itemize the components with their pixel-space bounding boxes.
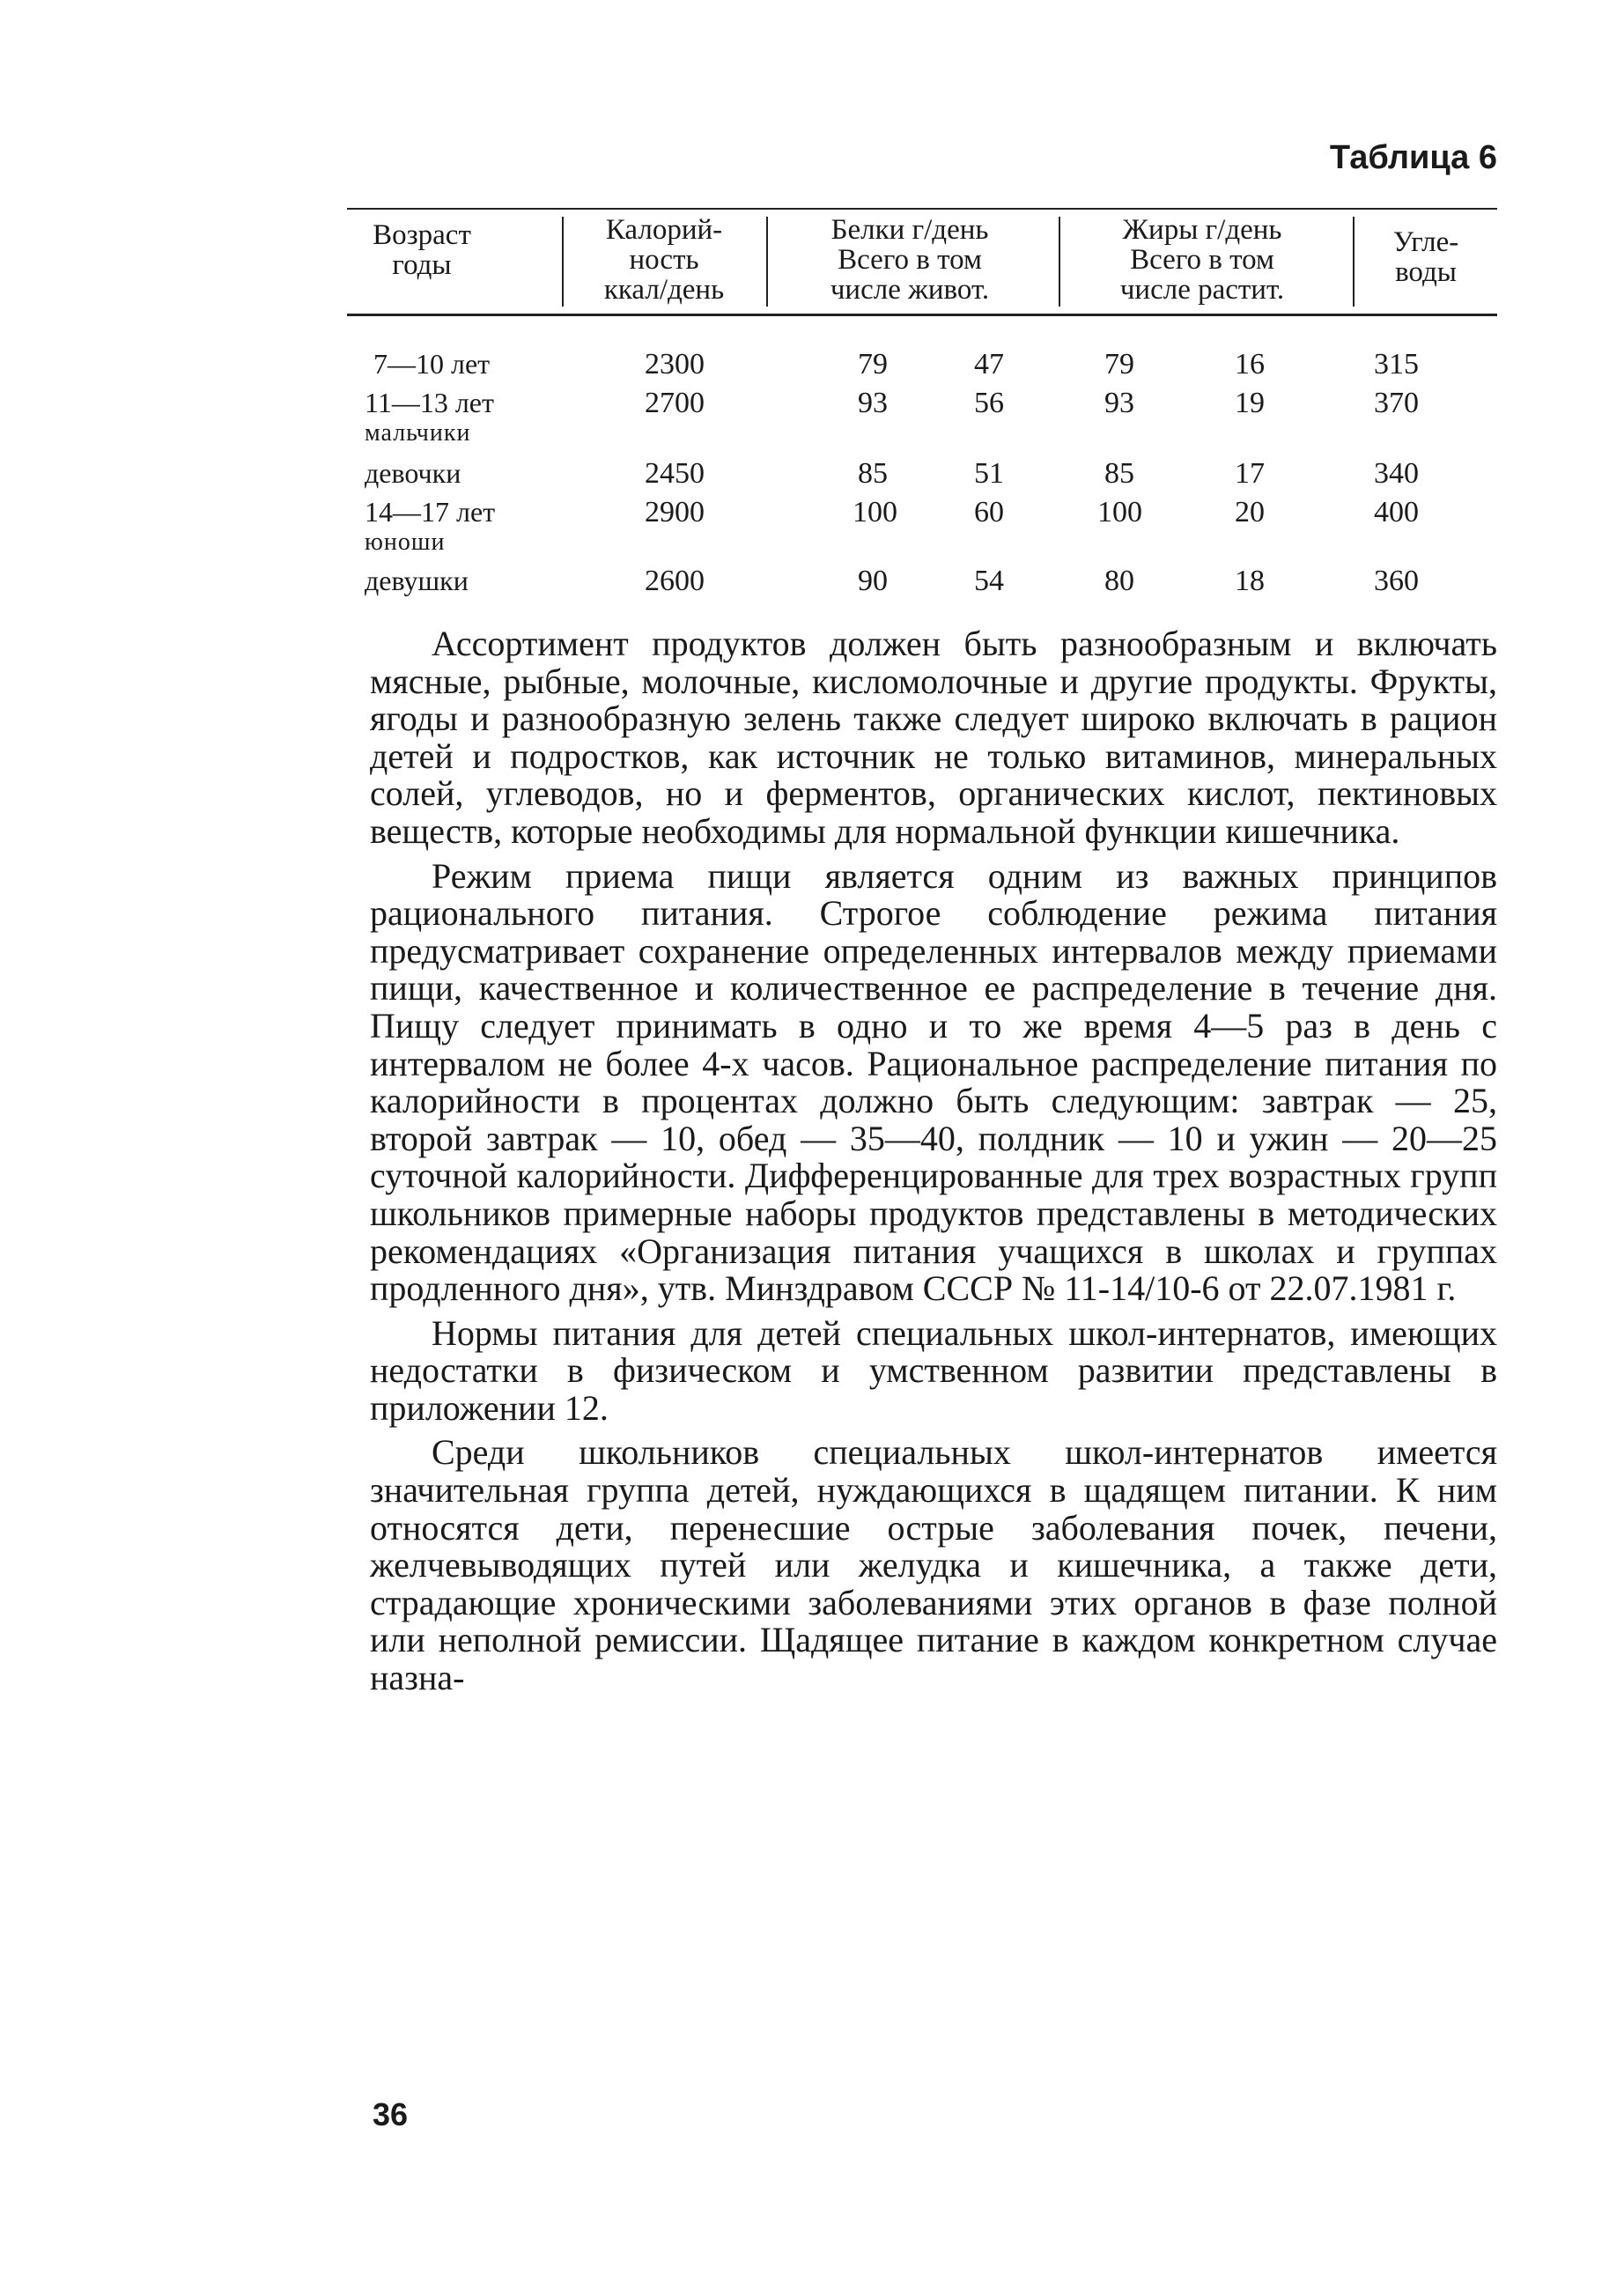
cell-age: девочки bbox=[365, 457, 461, 489]
header-calories-line2: ность bbox=[629, 244, 699, 276]
header-carbs bbox=[1360, 227, 1492, 287]
cell-protein-animal: 47 bbox=[974, 348, 1004, 381]
cell-calories: 2700 bbox=[645, 387, 705, 419]
cell-carbs: 360 bbox=[1374, 565, 1419, 597]
cell-age-main: 11—13 лет bbox=[365, 387, 494, 418]
body-text bbox=[370, 625, 1497, 1704]
table-body bbox=[347, 316, 1497, 597]
cell-calories: 2300 bbox=[645, 348, 705, 381]
cell-protein-animal: 51 bbox=[974, 457, 1004, 490]
cell-age: девушки bbox=[365, 565, 469, 596]
cell-protein-total: 93 bbox=[858, 387, 888, 419]
cell-calories: 2600 bbox=[645, 565, 705, 597]
header-divider bbox=[562, 217, 564, 307]
table-header bbox=[347, 210, 1497, 314]
cell-fat-vegetable: 16 bbox=[1235, 348, 1265, 381]
cell-carbs: 315 bbox=[1374, 348, 1419, 381]
cell-carbs: 370 bbox=[1374, 387, 1419, 419]
header-carbs-line2: воды bbox=[1395, 256, 1457, 288]
cell-carbs: 340 bbox=[1374, 457, 1419, 490]
cell-fat-vegetable: 18 bbox=[1235, 565, 1265, 597]
cell-protein-total: 79 bbox=[858, 348, 888, 381]
header-calories bbox=[567, 215, 761, 305]
header-proteins bbox=[773, 215, 1046, 305]
header-calories-line3: ккал/день bbox=[603, 274, 725, 306]
cell-age bbox=[365, 387, 494, 447]
header-proteins-line2: Всего в том bbox=[838, 244, 982, 276]
cell-calories: 2450 bbox=[645, 457, 705, 490]
header-proteins-line1: Белки г/день bbox=[830, 214, 989, 246]
cell-protein-total: 100 bbox=[853, 496, 897, 528]
table-caption: Таблица 6 bbox=[1329, 139, 1497, 176]
cell-fat-vegetable: 17 bbox=[1235, 457, 1265, 490]
paragraph: Ассортимент продуктов должен быть разнообразным и включать мясные, рыбные, молочные, кисломолочные и другие продукты. Фрукты, ягоды и разнообразную зелень также следует широко включать в рацион детей и подростков, как источник не только витаминов, минеральных солей, углеводов, но и ферментов, органических кислот, пектиновых веществ, которые необходимы для нормальной функции кишечника. bbox=[370, 624, 1497, 851]
paragraph: Режим приема пищи является одним из важных принципов рационального питания. Строгое соблюдение режима питания предусматривает сохранение определенных интервалов между приемами пищи, качественное и количественное ее распределение в течение дня. Пищу следует принимать в одно и то же время 4—5 раз в день с интервалом не более 4-х часов. Рациональное распределение питания по калорийности в процентах должно быть следующим: завтрак — 25, второй завтрак — 10, обед — 35—40, полдник — 10 и ужин — 20—25 суточной калорийности. Дифференцированные для трех возрастных групп школьников примерные наборы продуктов представлены в методических рекомендациях «Организация питания учащихся в школах и группах продленного дня», утв. Минздравом СССР № 11-14/10-6 от 22.07.1981 г. bbox=[370, 855, 1497, 1309]
cell-calories: 2900 bbox=[645, 496, 705, 528]
cell-age bbox=[365, 496, 495, 557]
cell-protein-total: 85 bbox=[858, 457, 888, 490]
header-carbs-line1: Угле- bbox=[1392, 226, 1459, 258]
header-age-line2: годы bbox=[392, 249, 452, 281]
page-number: 36 bbox=[373, 2096, 409, 2132]
header-divider bbox=[766, 217, 768, 307]
cell-age-sub: мальчики bbox=[365, 419, 471, 447]
header-fats bbox=[1066, 215, 1339, 305]
header-age-line1: Возраст bbox=[373, 219, 471, 251]
header-calories-line1: Калорий- bbox=[605, 214, 723, 246]
nutrition-table bbox=[347, 208, 1497, 597]
cell-fat-total: 93 bbox=[1104, 387, 1134, 419]
cell-fat-total: 100 bbox=[1097, 496, 1142, 528]
header-proteins-line3: числе живот. bbox=[830, 274, 990, 306]
cell-protein-animal: 60 bbox=[974, 496, 1004, 528]
cell-protein-animal: 56 bbox=[974, 387, 1004, 419]
cell-age: 7—10 лет bbox=[373, 348, 491, 380]
header-fats-line2: Всего в том bbox=[1130, 244, 1274, 276]
cell-fat-total: 85 bbox=[1104, 457, 1134, 490]
cell-fat-total: 79 bbox=[1104, 348, 1134, 381]
header-age bbox=[347, 220, 497, 280]
cell-protein-animal: 54 bbox=[974, 565, 1004, 597]
cell-fat-vegetable: 20 bbox=[1235, 496, 1265, 528]
paragraph: Нормы питания для детей специальных школ-интернатов, имеющих недостатки в физическом и умственном развитии представлены в приложении 12. bbox=[370, 1312, 1497, 1428]
header-divider bbox=[1059, 217, 1060, 307]
cell-age-main: 14—17 лет bbox=[365, 496, 496, 528]
cell-carbs: 400 bbox=[1374, 496, 1419, 528]
cell-fat-vegetable: 19 bbox=[1235, 387, 1265, 419]
cell-fat-total: 80 bbox=[1104, 565, 1134, 597]
cell-protein-total: 90 bbox=[858, 565, 888, 597]
cell-age-sub: юноши bbox=[365, 528, 446, 556]
paragraph: Среди школьников специальных школ-интернатов имеется значительная группа детей, нуждающихся в щадящем питании. К ним относятся дети, перенесшие острые заболевания почек, печени, желчевыводящих путей или желудка и кишечника, а также дети, страдающие хроническими заболеваниями этих органов в фазе полной или неполной ремиссии. Щадящее питание в каждом конкретном случае назна- bbox=[370, 1432, 1497, 1698]
header-fats-line1: Жиры г/день bbox=[1122, 214, 1282, 246]
header-fats-line3: числе растит. bbox=[1119, 274, 1285, 306]
header-divider bbox=[1353, 217, 1355, 307]
